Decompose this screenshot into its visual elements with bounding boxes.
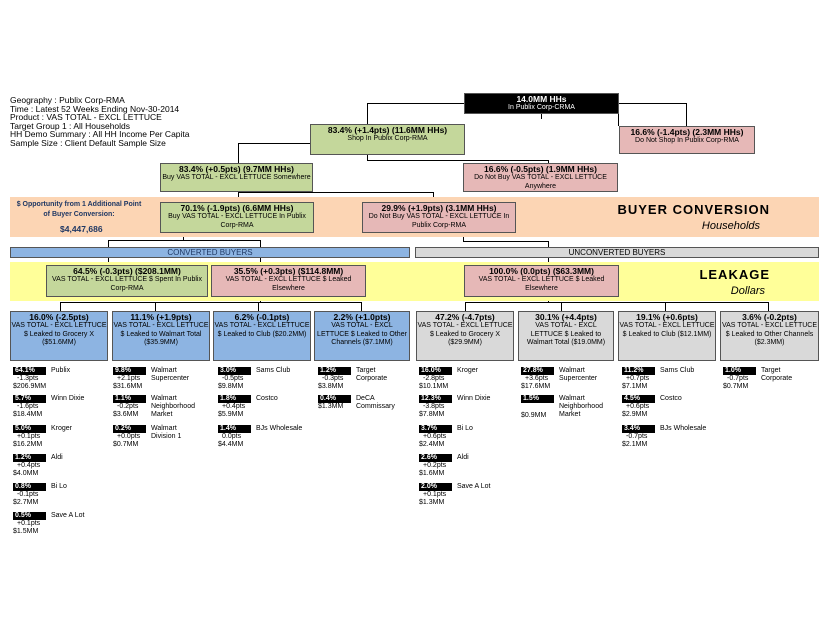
retailer-amount: $4.4MM <box>218 441 244 449</box>
retailer-share: 0.2% <box>113 425 146 433</box>
channel-title: 2.2% (+1.0pts) <box>333 312 391 322</box>
product-label: Product : VAS TOTAL - EXCL LETTUCE <box>10 112 162 123</box>
channel-sub: VAS TOTAL - EXCL LETTUCE $ Leaked to Club ($20.2MM) <box>214 322 310 338</box>
spent-publix-title: 64.5% (-0.3pts) ($208.1MM) <box>73 266 181 276</box>
retailer-item <box>318 395 395 411</box>
channel-box-grocery-converted <box>10 311 108 361</box>
channel-box-walmart-unconverted <box>518 311 614 361</box>
retailer-name: Walmart Neighborhood Market <box>151 395 195 419</box>
retailer-item <box>13 454 63 479</box>
retailer-name: BJs Wholesale <box>660 425 707 432</box>
channel-sub: VAS TOTAL - EXCL LETTUCE $ Leaked to Walmart Total ($35.9MM) <box>113 322 209 346</box>
channel-title: 11.1% (+1.9pts) <box>130 312 192 322</box>
channel-title: 16.0% (-2.5pts) <box>29 312 89 322</box>
retailer-share: 1.8% <box>218 395 251 403</box>
channel-title: 30.1% (+4.4pts) <box>535 312 597 322</box>
leaked-unconverted-sub: VAS TOTAL - EXCL LETTUCE $ Leaked Elsewhere <box>478 276 605 292</box>
converted-buyers-header: CONVERTED BUYERS <box>10 247 410 258</box>
channel-box-walmart-converted <box>112 311 210 361</box>
retailer-change: +0.1pts <box>423 491 447 499</box>
retailer-amount: $17.6MM <box>521 383 551 391</box>
retailer-item <box>419 483 491 508</box>
retailer-item <box>218 425 303 450</box>
retailer-name: Bi Lo <box>457 425 473 432</box>
retailer-item <box>218 367 291 392</box>
retailer-name: Walmart Division 1 <box>151 425 182 441</box>
not-buy-in-publix-box <box>362 202 516 233</box>
retailer-amount: $0.9MM <box>521 412 547 420</box>
channel-title: 47.2% (-4.7pts) <box>435 312 495 322</box>
retailer-share: 2.0% <box>419 483 452 491</box>
retailer-amount: $2.1MM <box>622 441 648 449</box>
retailer-item <box>521 367 598 392</box>
buy-somewhere-title: 83.4% (+0.5pts) (9.7MM HHs) <box>178 164 295 174</box>
retailer-change: +0.4pts <box>222 403 246 411</box>
channel-box-club-unconverted <box>618 311 716 361</box>
retailer-amount: $7.8MM <box>419 411 445 419</box>
retailer-share: 11.2% <box>622 367 655 375</box>
retailer-amount: $16.2MM <box>13 441 43 449</box>
retailer-item <box>723 367 793 392</box>
total-households-title: 14.0MM HHs <box>516 94 567 104</box>
retailer-share: 1.1% <box>113 395 146 403</box>
target-label: Target Group 1 : All Households <box>10 120 131 131</box>
retailer-share: 0.4% <box>318 395 351 403</box>
buy-not-anywhere-sub: Do Not Buy VAS TOTAL - EXCL LETTUCE Anywhere <box>474 174 607 190</box>
shop-in-box <box>310 124 465 155</box>
retailer-item <box>318 367 388 392</box>
buy-somewhere-sub: Buy VAS TOTAL - EXCL LETTUCE Somewhere <box>162 174 311 181</box>
buy-in-publix-box <box>160 202 314 233</box>
not-buy-in-publix-title: 29.9% (+1.9pts) (3.1MM HHs) <box>381 203 497 213</box>
time-label: Time : Latest 52 Weeks Ending Nov-30-2014 <box>10 103 180 114</box>
leakage-title: LEAKAGE <box>699 267 770 282</box>
channel-title: 19.1% (+0.6pts) <box>636 312 698 322</box>
sample-label: Sample Size : Client Default Sample Size <box>10 137 166 148</box>
retailer-change: +0.7pts <box>626 375 650 383</box>
retailer-change: -2.8pts <box>423 375 445 383</box>
buy-not-anywhere-title: 16.6% (-0.5pts) (1.9MM HHs) <box>484 164 597 174</box>
retailer-name: Walmart Supercenter <box>151 367 190 383</box>
retailer-name: DeCA Commissary <box>356 395 395 411</box>
retailer-share: 4.5% <box>622 395 655 403</box>
retailer-amount: $2.7MM <box>13 499 39 507</box>
retailer-amount: $1.6MM <box>419 470 445 478</box>
total-households-box <box>464 93 619 114</box>
retailer-item <box>113 367 190 392</box>
retailer-change: +0.4pts <box>17 462 41 470</box>
retailer-name: Aldi <box>51 454 63 461</box>
spent-publix-box <box>46 265 208 297</box>
retailer-amount: $4.0MM <box>13 470 39 478</box>
retailer-item <box>419 425 473 450</box>
buyer-conversion-title: BUYER CONVERSION <box>617 202 770 217</box>
leaked-unconverted-title: 100.0% (0.0pts) ($63.3MM) <box>489 266 594 276</box>
retailer-name: Costco <box>256 395 278 402</box>
retailer-share: 5.0% <box>13 425 46 433</box>
channel-sub: VAS TOTAL - EXCL LETTUCE $ Leaked to Other Channels ($2.3MM) <box>721 322 818 346</box>
leaked-unconverted-box <box>464 265 619 297</box>
retailer-change: +0.2pts <box>423 462 447 470</box>
retailer-item <box>13 395 85 420</box>
retailer-amount: $10.1MM <box>419 383 449 391</box>
retailer-change: -0.5pts <box>222 375 244 383</box>
retailer-share: 64.1% <box>13 367 46 375</box>
retailer-change: 0.0pts <box>222 433 242 441</box>
shop-not-title: 16.6% (-1.4pts) (2.3MM HHs) <box>630 127 744 137</box>
retailer-change: -0.1pts <box>17 491 39 499</box>
retailer-amount: $0.7MM <box>113 441 139 449</box>
retailer-item <box>622 395 682 420</box>
retailer-name: Aldi <box>457 454 469 461</box>
demo-label: HH Demo Summary : All HH Income Per Capita <box>10 129 190 140</box>
retailer-amount: $2.4MM <box>419 441 445 449</box>
leakage-sub: Dollars <box>730 285 765 297</box>
retailer-name: Sams Club <box>660 367 695 374</box>
retailer-amount: $3.8MM <box>318 383 344 391</box>
retailer-name: BJs Wholesale <box>256 425 303 432</box>
retailer-change: +0.1pts <box>17 433 41 441</box>
leaked-converted-box <box>211 265 366 297</box>
report-info <box>10 96 190 148</box>
retailer-item <box>419 395 491 420</box>
shop-not-sub: Do Not Shop In Publix Corp-RMA <box>635 137 739 144</box>
leaked-converted-title: 35.5% (+0.3pts) ($114.8MM) <box>233 266 344 276</box>
retailer-change: +0.6pts <box>423 433 447 441</box>
retailer-amount: $1.3MM <box>419 499 445 507</box>
retailer-name: Costco <box>660 395 682 402</box>
total-households-sub: In Publix Corp-CRMA <box>508 104 575 111</box>
channel-sub: VAS TOTAL - EXCL LETTUCE $ Leaked to Walmart Total ($19.0MM) <box>526 322 606 346</box>
retailer-change: +0.1pts <box>17 520 41 528</box>
retailer-item <box>13 483 67 508</box>
geography-label: Geography : Publix Corp-RMA <box>10 95 125 105</box>
retailer-amount: $9.8MM <box>218 383 244 391</box>
retailer-item <box>13 512 85 537</box>
retailer-share: 1.0% <box>723 367 756 375</box>
shop-in-title: 83.4% (+1.4pts) (11.6MM HHs) <box>327 125 448 135</box>
retailer-item <box>419 367 479 392</box>
retailer-name: Walmart Supercenter <box>559 367 598 383</box>
retailer-item <box>218 395 278 420</box>
buy-somewhere-box <box>160 163 313 192</box>
channel-sub: VAS TOTAL - EXCL LETTUCE $ Leaked to Other Channels ($7.1MM) <box>317 322 407 346</box>
retailer-amount: $7.1MM <box>622 383 648 391</box>
retailer-name: Sams Club <box>256 367 291 374</box>
retailer-name: Winn Dixie <box>457 395 491 402</box>
retailer-item <box>521 395 603 420</box>
retailer-amount: $31.6MM <box>113 383 143 391</box>
retailer-share: 5.7% <box>13 395 46 403</box>
retailer-name: Save A Lot <box>51 512 85 519</box>
retailer-amount: $5.9MM <box>218 411 244 419</box>
opportunity-value: $4,447,686 <box>60 224 103 234</box>
spent-publix-sub: VAS TOTAL - EXCL LETTUCE $ Spent In Publix Corp-RMA <box>52 276 202 292</box>
retailer-amount: $0.7MM <box>723 383 749 391</box>
buy-in-publix-title: 70.1% (-1.9pts) (6.6MM HHs) <box>180 203 294 213</box>
retailer-share: 27.8% <box>521 367 554 375</box>
shop-in-sub: Shop In Publix Corp-RMA <box>347 135 428 142</box>
retailer-amount: $2.9MM <box>622 411 648 419</box>
retailer-change: -1.6pts <box>17 403 39 411</box>
buy-in-publix-sub: Buy VAS TOTAL - EXCL LETTUCE In Publix Corp-RMA <box>168 213 306 229</box>
buyer-conversion-sub: Households <box>701 220 760 232</box>
channel-box-other-unconverted <box>720 311 819 361</box>
retailer-share: 1.2% <box>318 367 351 375</box>
buy-not-anywhere-box <box>463 163 618 192</box>
retailer-change: +0.0pts <box>117 433 141 441</box>
channel-title: 6.2% (-0.1pts) <box>234 312 290 322</box>
retailer-change: -0.7pts <box>626 433 648 441</box>
retailer-change: -0.2pts <box>117 403 139 411</box>
retailer-share: 16.0% <box>419 367 452 375</box>
retailer-item <box>13 367 71 392</box>
retailer-change: -0.7pts <box>727 375 749 383</box>
retailer-change: +2.1pts <box>117 375 141 383</box>
channel-sub: VAS TOTAL - EXCL LETTUCE $ Leaked to Grocery X ($51.6MM) <box>11 322 107 346</box>
not-buy-in-publix-sub: Do Not Buy VAS TOTAL - EXCL LETTUCE In Publix Corp-RMA <box>368 213 510 229</box>
retailer-share: 1.5% <box>521 395 554 403</box>
channel-title: 3.6% (-0.2pts) <box>742 312 797 322</box>
retailer-share: 2.6% <box>419 454 452 462</box>
retailer-name: Target Corporate <box>761 367 793 383</box>
retailer-share: 3.4% <box>622 425 655 433</box>
leaked-converted-sub: VAS TOTAL - EXCL LETTUCE $ Leaked Elsewhere <box>225 276 352 292</box>
retailer-change: +0.6pts <box>626 403 650 411</box>
channel-sub: VAS TOTAL - EXCL LETTUCE $ Leaked to Club ($12.1MM) <box>619 322 715 338</box>
retailer-share: 1.2% <box>13 454 46 462</box>
retailer-item <box>622 367 695 392</box>
opportunity-label: $ Opportunity from 1 Additional Point of Buyer Conversion: <box>16 201 142 218</box>
retailer-change: -3.8pts <box>423 403 445 411</box>
retailer-share: 3.0% <box>218 367 251 375</box>
retailer-name: Walmart Neighborhood Market <box>559 395 603 419</box>
channel-box-other-converted <box>314 311 410 361</box>
retailer-change: +3.6pts <box>525 375 549 383</box>
retailer-share: 1.4% <box>218 425 251 433</box>
retailer-item <box>113 395 195 420</box>
retailer-share: 12.3% <box>419 395 452 403</box>
retailer-amount: $206.9MM <box>13 383 47 391</box>
retailer-name: Bi Lo <box>51 483 67 490</box>
retailer-amount: $1.5MM <box>13 528 39 536</box>
retailer-name: Winn Dixie <box>51 395 85 402</box>
retailer-item <box>622 425 707 450</box>
retailer-amount: $3.6MM <box>113 411 139 419</box>
unconverted-buyers-header: UNCONVERTED BUYERS <box>415 247 819 258</box>
retailer-item <box>419 454 469 479</box>
retailer-share: 3.7% <box>419 425 452 433</box>
channel-sub: VAS TOTAL - EXCL LETTUCE $ Leaked to Grocery X ($29.9MM) <box>417 322 513 346</box>
retailer-name: Save A Lot <box>457 483 491 490</box>
retailer-name: Target Corporate <box>356 367 388 383</box>
retailer-name: Kroger <box>457 367 479 374</box>
retailer-item <box>113 425 182 450</box>
retailer-change: -0.3pts <box>322 375 344 383</box>
retailer-change: -1.3pts <box>17 375 39 383</box>
channel-box-club-converted <box>213 311 311 361</box>
retailer-name: Kroger <box>51 425 73 432</box>
retailer-item <box>13 425 73 450</box>
retailer-name: Publix <box>51 367 71 374</box>
retailer-share: 9.8% <box>113 367 146 375</box>
channel-box-grocery-unconverted <box>416 311 514 361</box>
shop-not-box <box>619 126 755 154</box>
retailer-amount: $18.4MM <box>13 411 43 419</box>
retailer-amount: $1.3MM <box>318 403 344 411</box>
retailer-share: 0.8% <box>13 483 46 491</box>
retailer-share: 0.5% <box>13 512 46 520</box>
